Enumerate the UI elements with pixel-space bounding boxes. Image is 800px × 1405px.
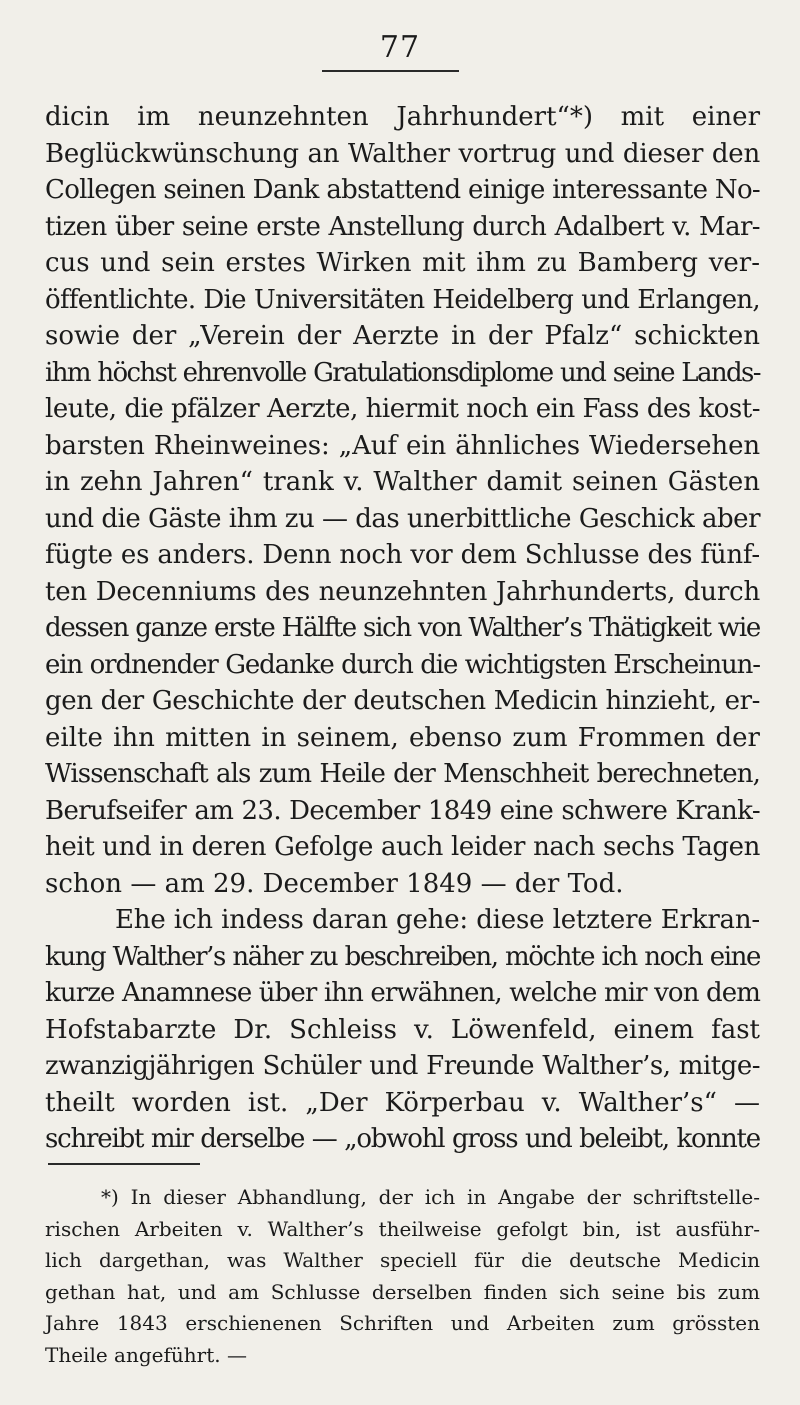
text-line: Beglückwünschung an Walther vortrug und dieser den	[45, 138, 760, 169]
text-line: leute, die pfälzer Aerzte, hiermit noch ein Fass des kost-	[45, 394, 760, 424]
text-line: ten Decenniums des neunzehnten Jahrhunderts, durch	[45, 576, 760, 607]
text-line: Wissenschaft als zum Heile der Menschheit berechneten,	[45, 759, 760, 789]
text-line: tizen über seine erste Anstellung durch Adalbert v. Mar-	[45, 211, 760, 242]
text-line: fügte es anders. Denn noch vor dem Schlusse des fünf-	[45, 540, 760, 570]
text-line: gen der Geschichte der deutschen Medicin hinzieht, er-	[45, 686, 760, 716]
body-text	[45, 99, 760, 1158]
footnote-line: lich dargethan, was Walther speciell für die deutsche Medicin	[45, 1248, 760, 1272]
text-line: dicin im neunzehnten Jahrhundert“*) mit einer	[45, 102, 760, 132]
text-line: ihm höchst ehrenvolle Gratulationsdiplome und seine Lands-	[45, 357, 760, 388]
text-line: zwanzigjährigen Schüler und Freunde Walther’s, mitge-	[45, 1051, 760, 1081]
text-line: schreibt mir derselbe — „obwohl gross und beleibt, konnte	[45, 1124, 760, 1154]
text-line: dessen ganze erste Hälfte sich von Walther’s Thätigkeit wie	[45, 613, 760, 643]
text-line: schon — am 29. December 1849 — der Tod.	[45, 868, 624, 899]
footnote-line: rischen Arbeiten v. Walther’s theilweise gefolgt bin, ist ausführ-	[45, 1216, 760, 1241]
text-line: Collegen seinen Dank abstattend einige interessante No-	[45, 175, 760, 205]
text-line: kung Walther’s näher zu beschreiben, möchte ich noch eine	[45, 941, 760, 972]
page-number: 77	[379, 30, 421, 65]
footnote-line: *) In dieser Abhandlung, der ich in Angabe der schriftstelle-	[101, 1185, 760, 1209]
footnote-line: Jahre 1843 erschienenen Schriften und Arbeiten zum grössten	[45, 1311, 760, 1335]
text-line: theilt worden ist. „Der Körperbau v. Walther’s“ —	[45, 1087, 760, 1118]
text-line: cus und sein erstes Wirken mit ihm zu Bamberg ver-	[45, 248, 760, 278]
text-line: und die Gäste ihm zu — das unerbittliche Geschick aber	[45, 503, 760, 534]
text-line: Ehe ich indess daran gehe: diese letztere Erkran-	[115, 905, 760, 935]
footnote	[45, 1182, 760, 1371]
footnote-line: gethan hat, und am Schlusse derselben finden sich seine bis zum	[45, 1279, 760, 1304]
text-line: öffentlichte. Die Universitäten Heidelberg und Erlangen,	[45, 284, 760, 315]
text-line: kurze Anamnese über ihn erwähnen, welche mir von dem	[45, 978, 760, 1008]
text-line: ein ordnender Gedanke durch die wichtigsten Erscheinun-	[45, 649, 760, 680]
text-line: heit und in deren Gefolge auch leider nach sechs Tagen	[45, 832, 760, 862]
header-rule	[322, 70, 459, 72]
footnote-rule	[48, 1163, 200, 1165]
text-line: Hofstabarzte Dr. Schleiss v. Löwenfeld, einem fast	[45, 1014, 760, 1045]
text-line: Berufseifer am 23. December 1849 eine schwere Krank-	[45, 795, 760, 826]
text-line: in zehn Jahren“ trank v. Walther damit seinen Gästen	[45, 467, 760, 497]
text-line: eilte ihn mitten in seinem, ebenso zum Frommen der	[45, 722, 760, 753]
footnote-line: Theile angeführt. —	[45, 1342, 247, 1367]
text-line: barsten Rheinweines: „Auf ein ähnliches Wiedersehen	[45, 430, 760, 461]
text-line: sowie der „Verein der Aerzte in der Pfalz“ schickten	[45, 321, 760, 351]
